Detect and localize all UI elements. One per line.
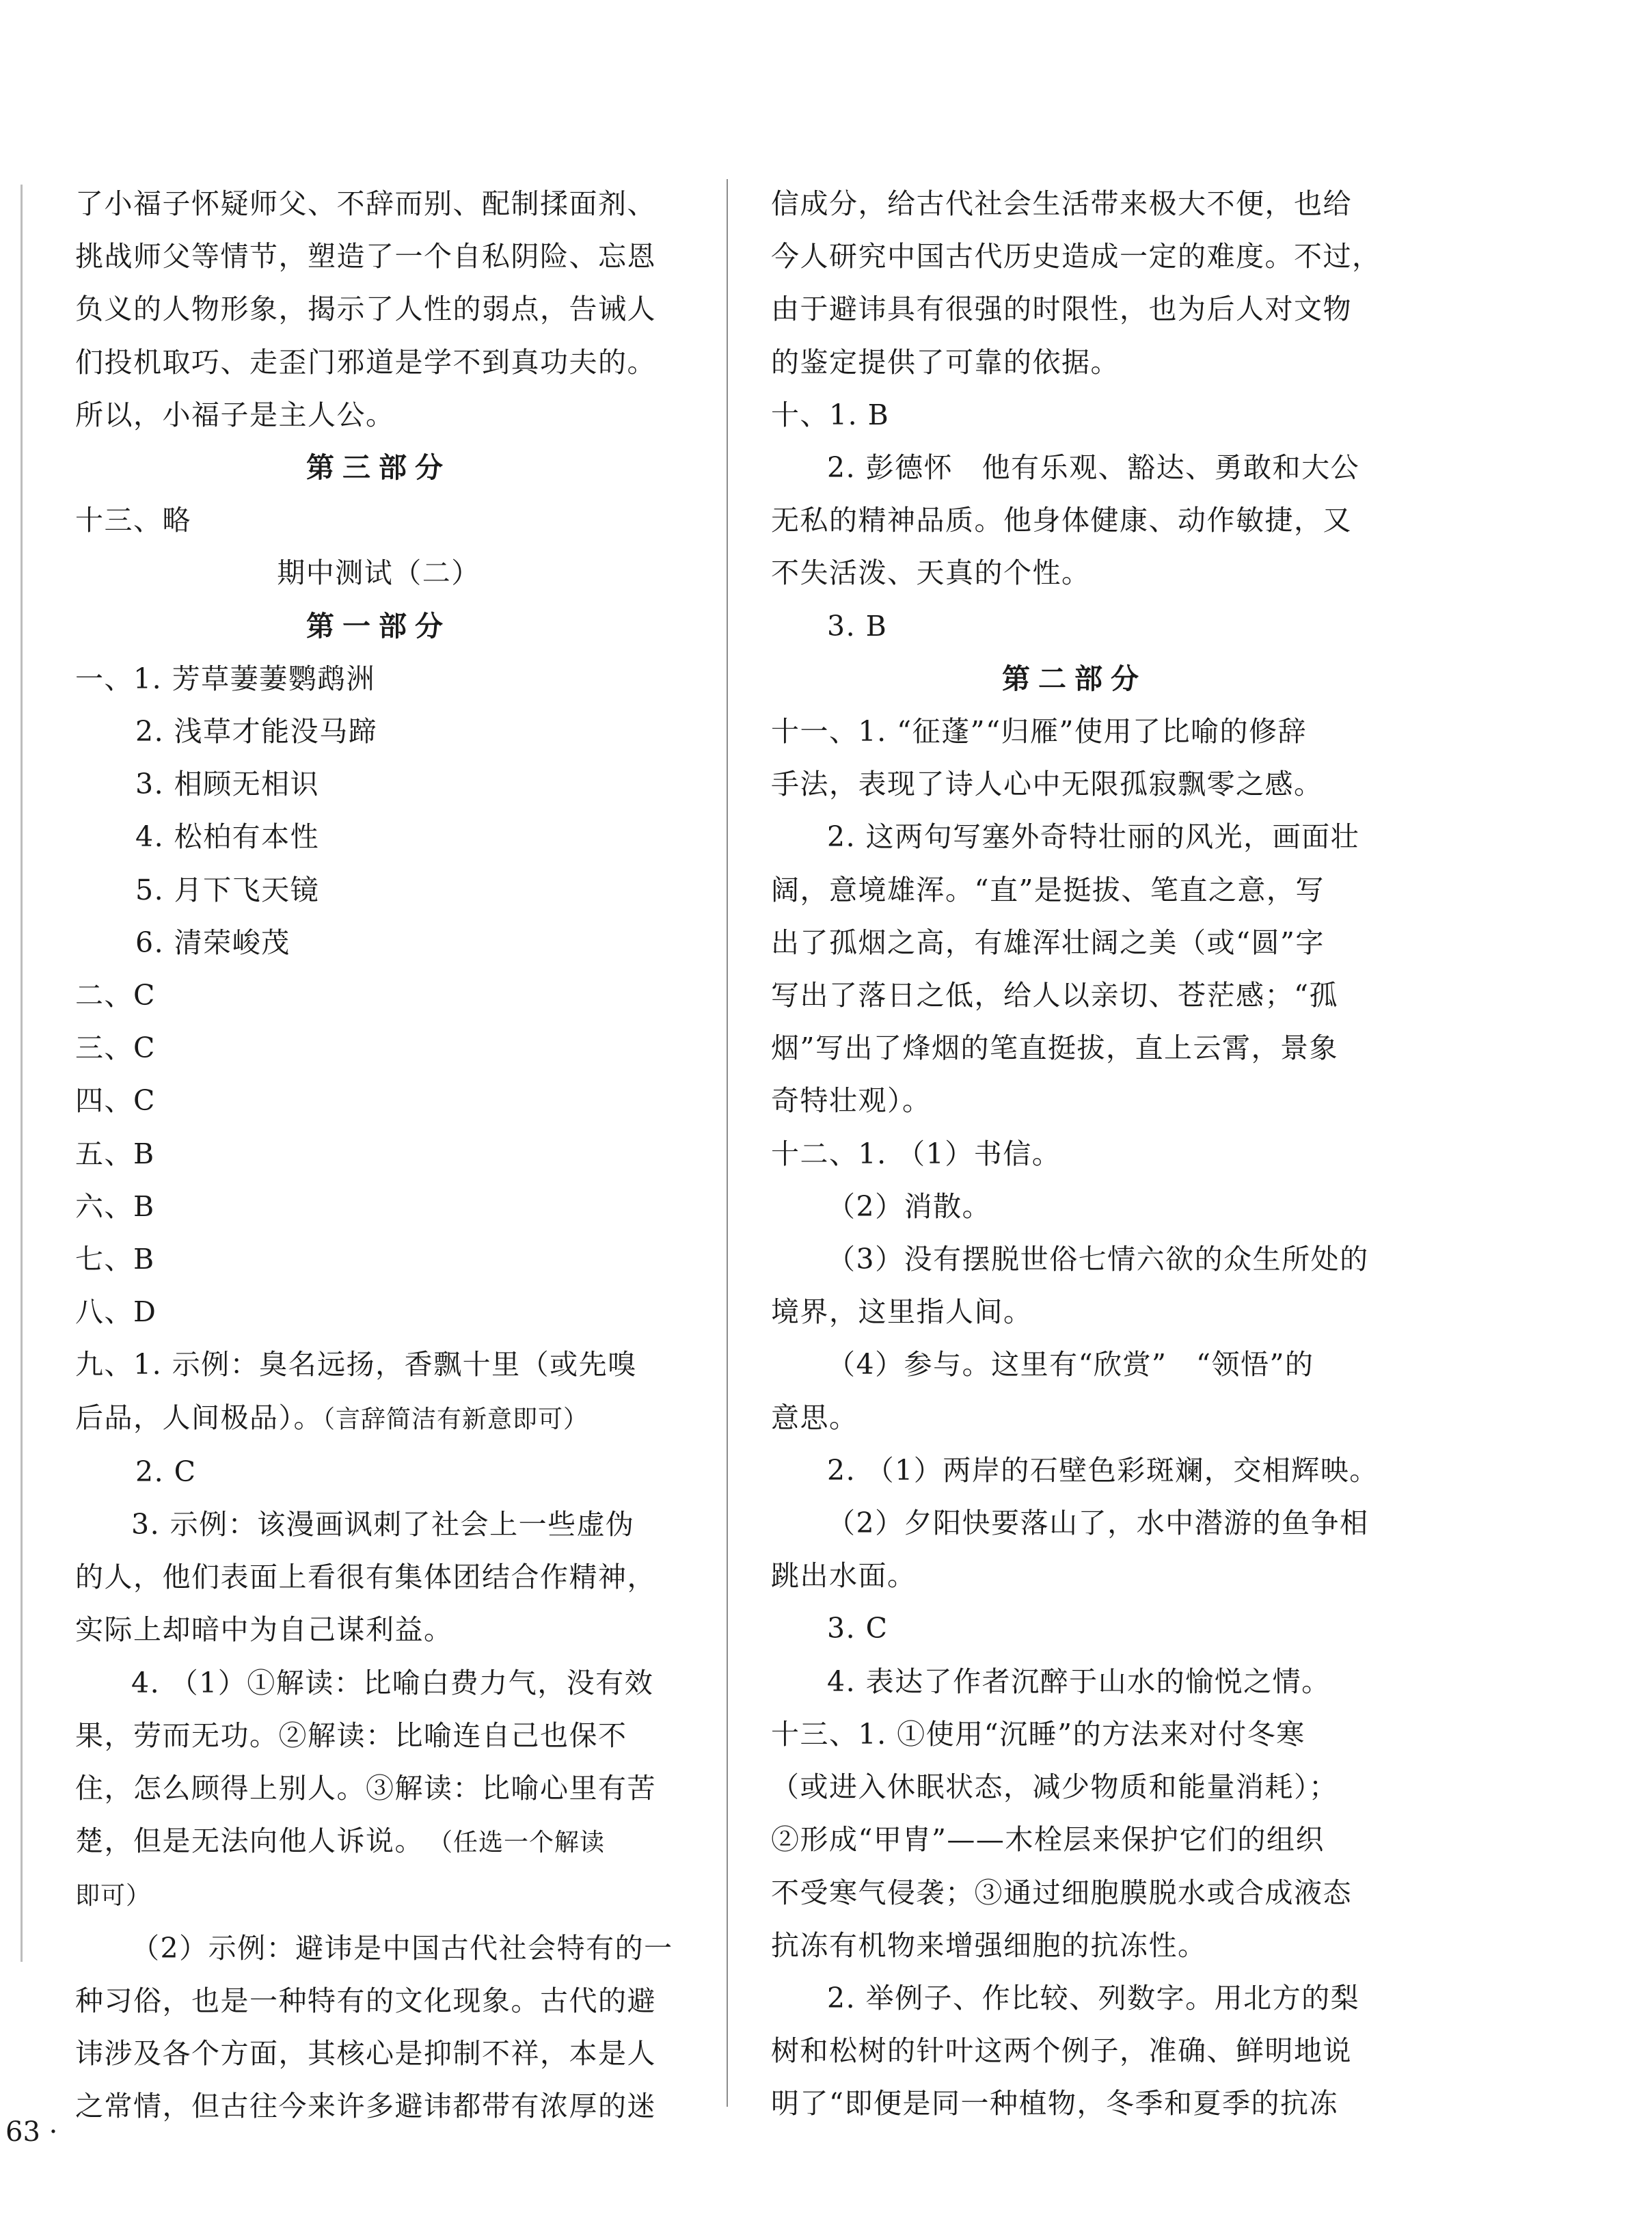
- text-line: 奇特壮观）。: [771, 1084, 932, 1118]
- answer-note: 即可）: [75, 1881, 152, 1910]
- text-line: 所以，小福子是主人公。: [75, 398, 395, 431]
- section-heading: 第二部分: [1002, 662, 1147, 695]
- text-line: 实际上却暗中为自己谋利益。: [75, 1613, 453, 1647]
- text-line: 烟”写出了烽烟的笔直挺拔，直上云霄，景象: [771, 1032, 1338, 1065]
- text-line: 信成分，给古代社会生活带来极大不便，也给: [771, 187, 1352, 220]
- answer-line: [75, 1392, 682, 1446]
- text-line: 出了孤烟之高，有雄浑壮阔之美（或“圆”字: [771, 926, 1325, 959]
- answer-line: （2）夕阳快要落山了，水中潜游的鱼争相: [827, 1507, 1369, 1540]
- answer-line: 4. 松柏有本性: [135, 820, 320, 854]
- answer-line: 5. 月下飞天镜: [135, 873, 320, 906]
- answer-line: 2. 举例子、作比较、列数字。用北方的梨: [827, 1981, 1360, 2014]
- text-line: [75, 1815, 682, 1869]
- answer-line: 3. B: [827, 609, 888, 643]
- answer-line: 三、C: [75, 1032, 156, 1065]
- answer-line: 十三、略: [75, 504, 191, 537]
- answer-line: 4. （1）①解读：比喻白费力气，没有效: [131, 1666, 654, 1699]
- answer-line: 十三、1. ①使用“沉睡”的方法来对付冬寒: [771, 1717, 1305, 1751]
- text-line: 今人研究中国古代历史造成一定的难度。不过，: [771, 240, 1381, 273]
- text-line: 们投机取巧、走歪门邪道是学不到真功夫的。: [75, 345, 656, 379]
- answer-line: 6. 清荣峻茂: [135, 926, 290, 959]
- answer-line: 十、1. B: [771, 398, 890, 431]
- text-line: 之常情，但古往今来许多避讳都带有浓厚的迷: [75, 2090, 656, 2123]
- text-line: 写出了落日之低，给人以亲切、苍茫感；“孤: [771, 979, 1338, 1012]
- answer-line: 2. 彭德怀 他有乐观、豁达、勇敢和大公: [827, 451, 1360, 485]
- text-line: 抗冻有机物来增强细胞的抗冻性。: [771, 1928, 1207, 1962]
- section-heading: 第一部分: [306, 609, 451, 643]
- answer-line: 五、B: [75, 1137, 155, 1170]
- text-line: 的人，他们表面上看很有集体团结合作精神，: [75, 1561, 656, 1594]
- page-edge-rule: [21, 185, 23, 1962]
- answer-line: 六、B: [75, 1189, 155, 1223]
- answer-line: 八、D: [75, 1295, 157, 1329]
- text-line: 的鉴定提供了可靠的依据。: [771, 345, 1120, 379]
- answer-line: 2. C: [135, 1455, 197, 1488]
- column-divider: [727, 179, 728, 2107]
- text-line: 不受寒气侵袭；③通过细胞膜脱水或合成液态: [771, 1876, 1352, 1909]
- text-line: 明了“即便是同一种植物，冬季和夏季的抗冻: [771, 2087, 1338, 2120]
- answer-line: 3. 相顾无相识: [135, 768, 320, 801]
- text-line: 意思。: [771, 1401, 858, 1434]
- text-line: 由于避讳具有很强的时限性，也为后人对文物: [771, 293, 1352, 326]
- answer-line: （2）示例：避讳是中国古代社会特有的一: [131, 1931, 673, 1965]
- text-line: 负义的人物形象，揭示了人性的弱点，告诫人: [75, 293, 656, 326]
- section-heading: 第三部分: [306, 451, 451, 485]
- answer-line: 2. 这两句写塞外奇特壮丽的风光，画面壮: [827, 820, 1360, 854]
- answer-text: 楚，但是无法向他人诉说。: [75, 1824, 424, 1858]
- text-line: 讳涉及各个方面，其核心是抑制不祥，本是人: [75, 2037, 656, 2071]
- text-line: 跳出水面。: [771, 1559, 917, 1593]
- answer-line: 2. （1）两岸的石壁色彩斑斓，交相辉映。: [827, 1453, 1379, 1487]
- text-line: 树和松树的针叶这两个例子，准确、鲜明地说: [771, 2034, 1352, 2068]
- answer-note: （任选一个解读: [440, 1829, 606, 1857]
- text-line: 挑战师父等情节，塑造了一个自私阴险、忘恩: [75, 240, 656, 273]
- answer-line: 3. C: [827, 1612, 889, 1645]
- answer-note: （言辞简洁有新意即可）: [323, 1405, 589, 1433]
- text-line: 阔，意境雄浑。“直”是挺拔、笔直之意，写: [771, 873, 1325, 906]
- answer-line: 十二、1. （1）书信。: [771, 1137, 1061, 1170]
- right-column: [771, 178, 1381, 2131]
- text-line: 无私的精神品质。他身体健康、动作敏捷，又: [771, 504, 1352, 537]
- answer-line: 二、C: [75, 979, 156, 1012]
- answer-line: （4）参与。这里有“欣赏” “领悟”的: [827, 1348, 1314, 1381]
- answer-line: 十一、1. “征蓬”“归雁”使用了比喻的修辞: [771, 715, 1307, 749]
- answer-line: 七、B: [75, 1243, 155, 1276]
- text-line: （或进入休眠状态，减少物质和能量消耗）；: [771, 1770, 1338, 1804]
- left-column: [75, 178, 682, 2133]
- test-title: 期中测试（二）: [277, 556, 480, 590]
- answer-line: 一、1. 芳草萋萋鹦鹉洲: [75, 662, 376, 695]
- text-line: 不失活泼、天真的个性。: [771, 556, 1091, 590]
- answer-line: （2）消散。: [827, 1189, 992, 1223]
- answer-line: 4. 表达了作者沉醉于山水的愉悦之情。: [827, 1664, 1331, 1698]
- answer-text: 后品，人间极品）。: [75, 1401, 323, 1434]
- text-line: 了小福子怀疑师父、不辞而别、配制揉面剂、: [75, 187, 656, 220]
- text-line: 果，劳而无功。②解读：比喻连自己也保不: [75, 1718, 627, 1752]
- answer-line: 2. 浅草才能没马蹄: [135, 715, 378, 749]
- text-line: 种习俗，也是一种特有的文化现象。古代的避: [75, 1984, 656, 2017]
- answer-line: 3. 示例：该漫画讽刺了社会上一些虚伪: [131, 1508, 635, 1541]
- text-line: 住，怎么顾得上别人。③解读：比喻心里有苦: [75, 1772, 656, 1805]
- answer-line: 四、C: [75, 1084, 156, 1118]
- page-number: 63 ·: [5, 2116, 58, 2148]
- answer-line: 九、1. 示例：臭名远扬，香飘十里（或先嗅: [75, 1348, 637, 1381]
- text-line: ②形成“甲胄”——木栓层来保护它们的组织: [771, 1823, 1325, 1857]
- text-line: 手法，表现了诗人心中无限孤寂飘零之感。: [771, 768, 1323, 801]
- text-line: 境界，这里指人间。: [771, 1295, 1033, 1329]
- answer-line: （3）没有摆脱世俗七情六欲的众生所处的: [827, 1243, 1369, 1276]
